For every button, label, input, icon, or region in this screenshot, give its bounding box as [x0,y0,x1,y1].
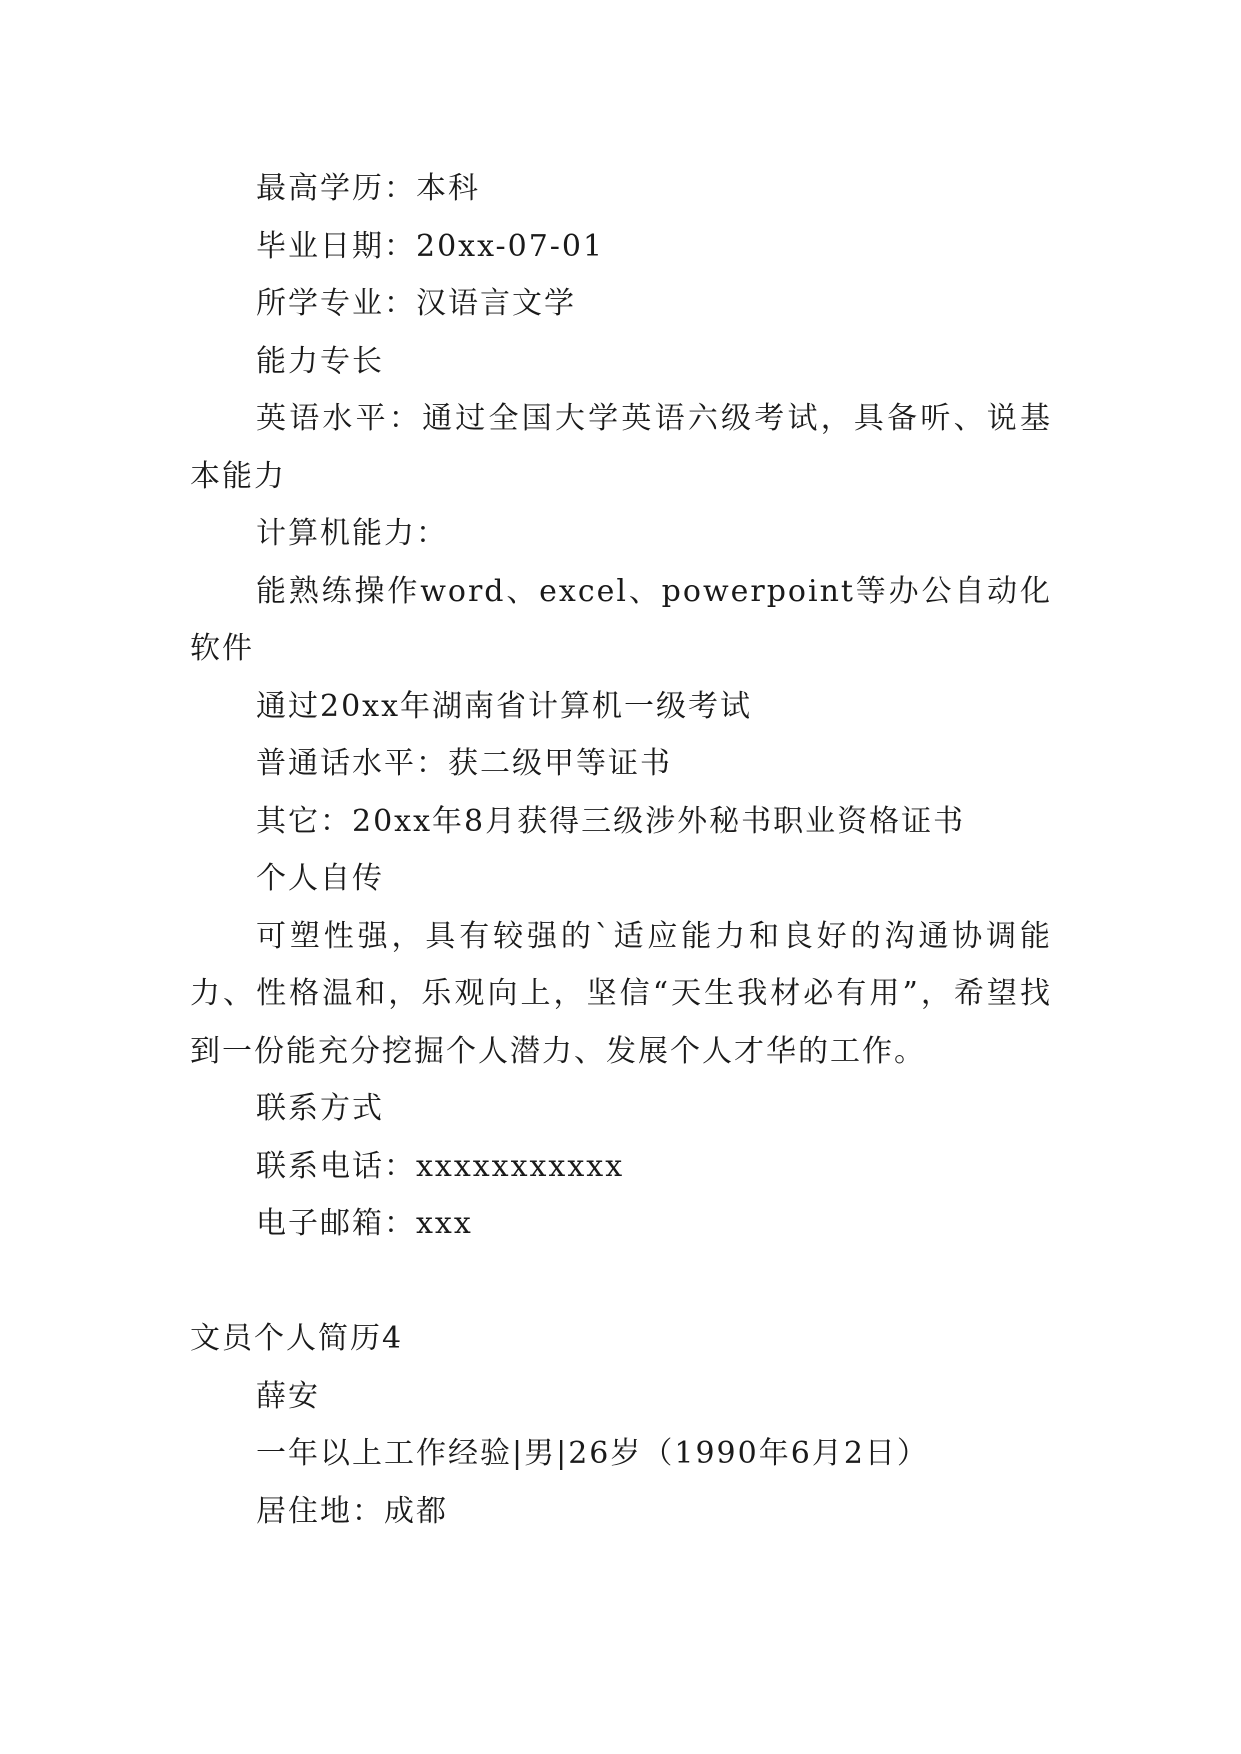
mandarin-level-line: 普通话水平：获二级甲等证书 [256,746,672,781]
section-gap [190,1253,1052,1311]
major-line: 所学专业：汉语言文学 [256,286,576,321]
email-line: 电子邮箱：xxx [256,1206,473,1241]
bio-heading: 个人自传 [256,861,384,896]
computer-skills-heading: 计算机能力： [256,516,448,551]
education-line: 最高学历：本科 [256,171,480,206]
residence-line: 居住地：成都 [256,1493,448,1529]
document-page [190,160,1052,1540]
other-certificate-line: 其它：20xx年8月获得三级涉外秘书职业资格证书 [256,803,966,839]
contact-heading: 联系方式 [256,1091,384,1126]
english-level-paragraph: 英语水平：通过全国大学英语六级考试，具备听、说基本能力 [190,401,1052,494]
computer-exam-line: 通过20xx年湖南省计算机一级考试 [256,688,753,724]
candidate-name: 薛安 [256,1378,320,1414]
resume-4-title: 文员个人简历4 [190,1321,404,1356]
graduation-date-line: 毕业日期：20xx-07-01 [256,228,605,264]
phone-line: 联系电话：xxxxxxxxxxx [256,1148,625,1184]
office-software-paragraph: 能熟练操作word、excel、powerpoint等办公自动化软件 [190,573,1052,666]
skills-heading: 能力专长 [256,343,384,379]
candidate-summary: 一年以上工作经验|男|26岁（1990年6月2日） [256,1436,929,1471]
bio-paragraph: 可塑性强，具有较强的`适应能力和良好的沟通协调能力、性格温和，乐观向上，坚信“天生我材必有用”，希望找到一份能充分挖掘个人潜力、发展个人才华的工作。 [190,918,1052,1069]
